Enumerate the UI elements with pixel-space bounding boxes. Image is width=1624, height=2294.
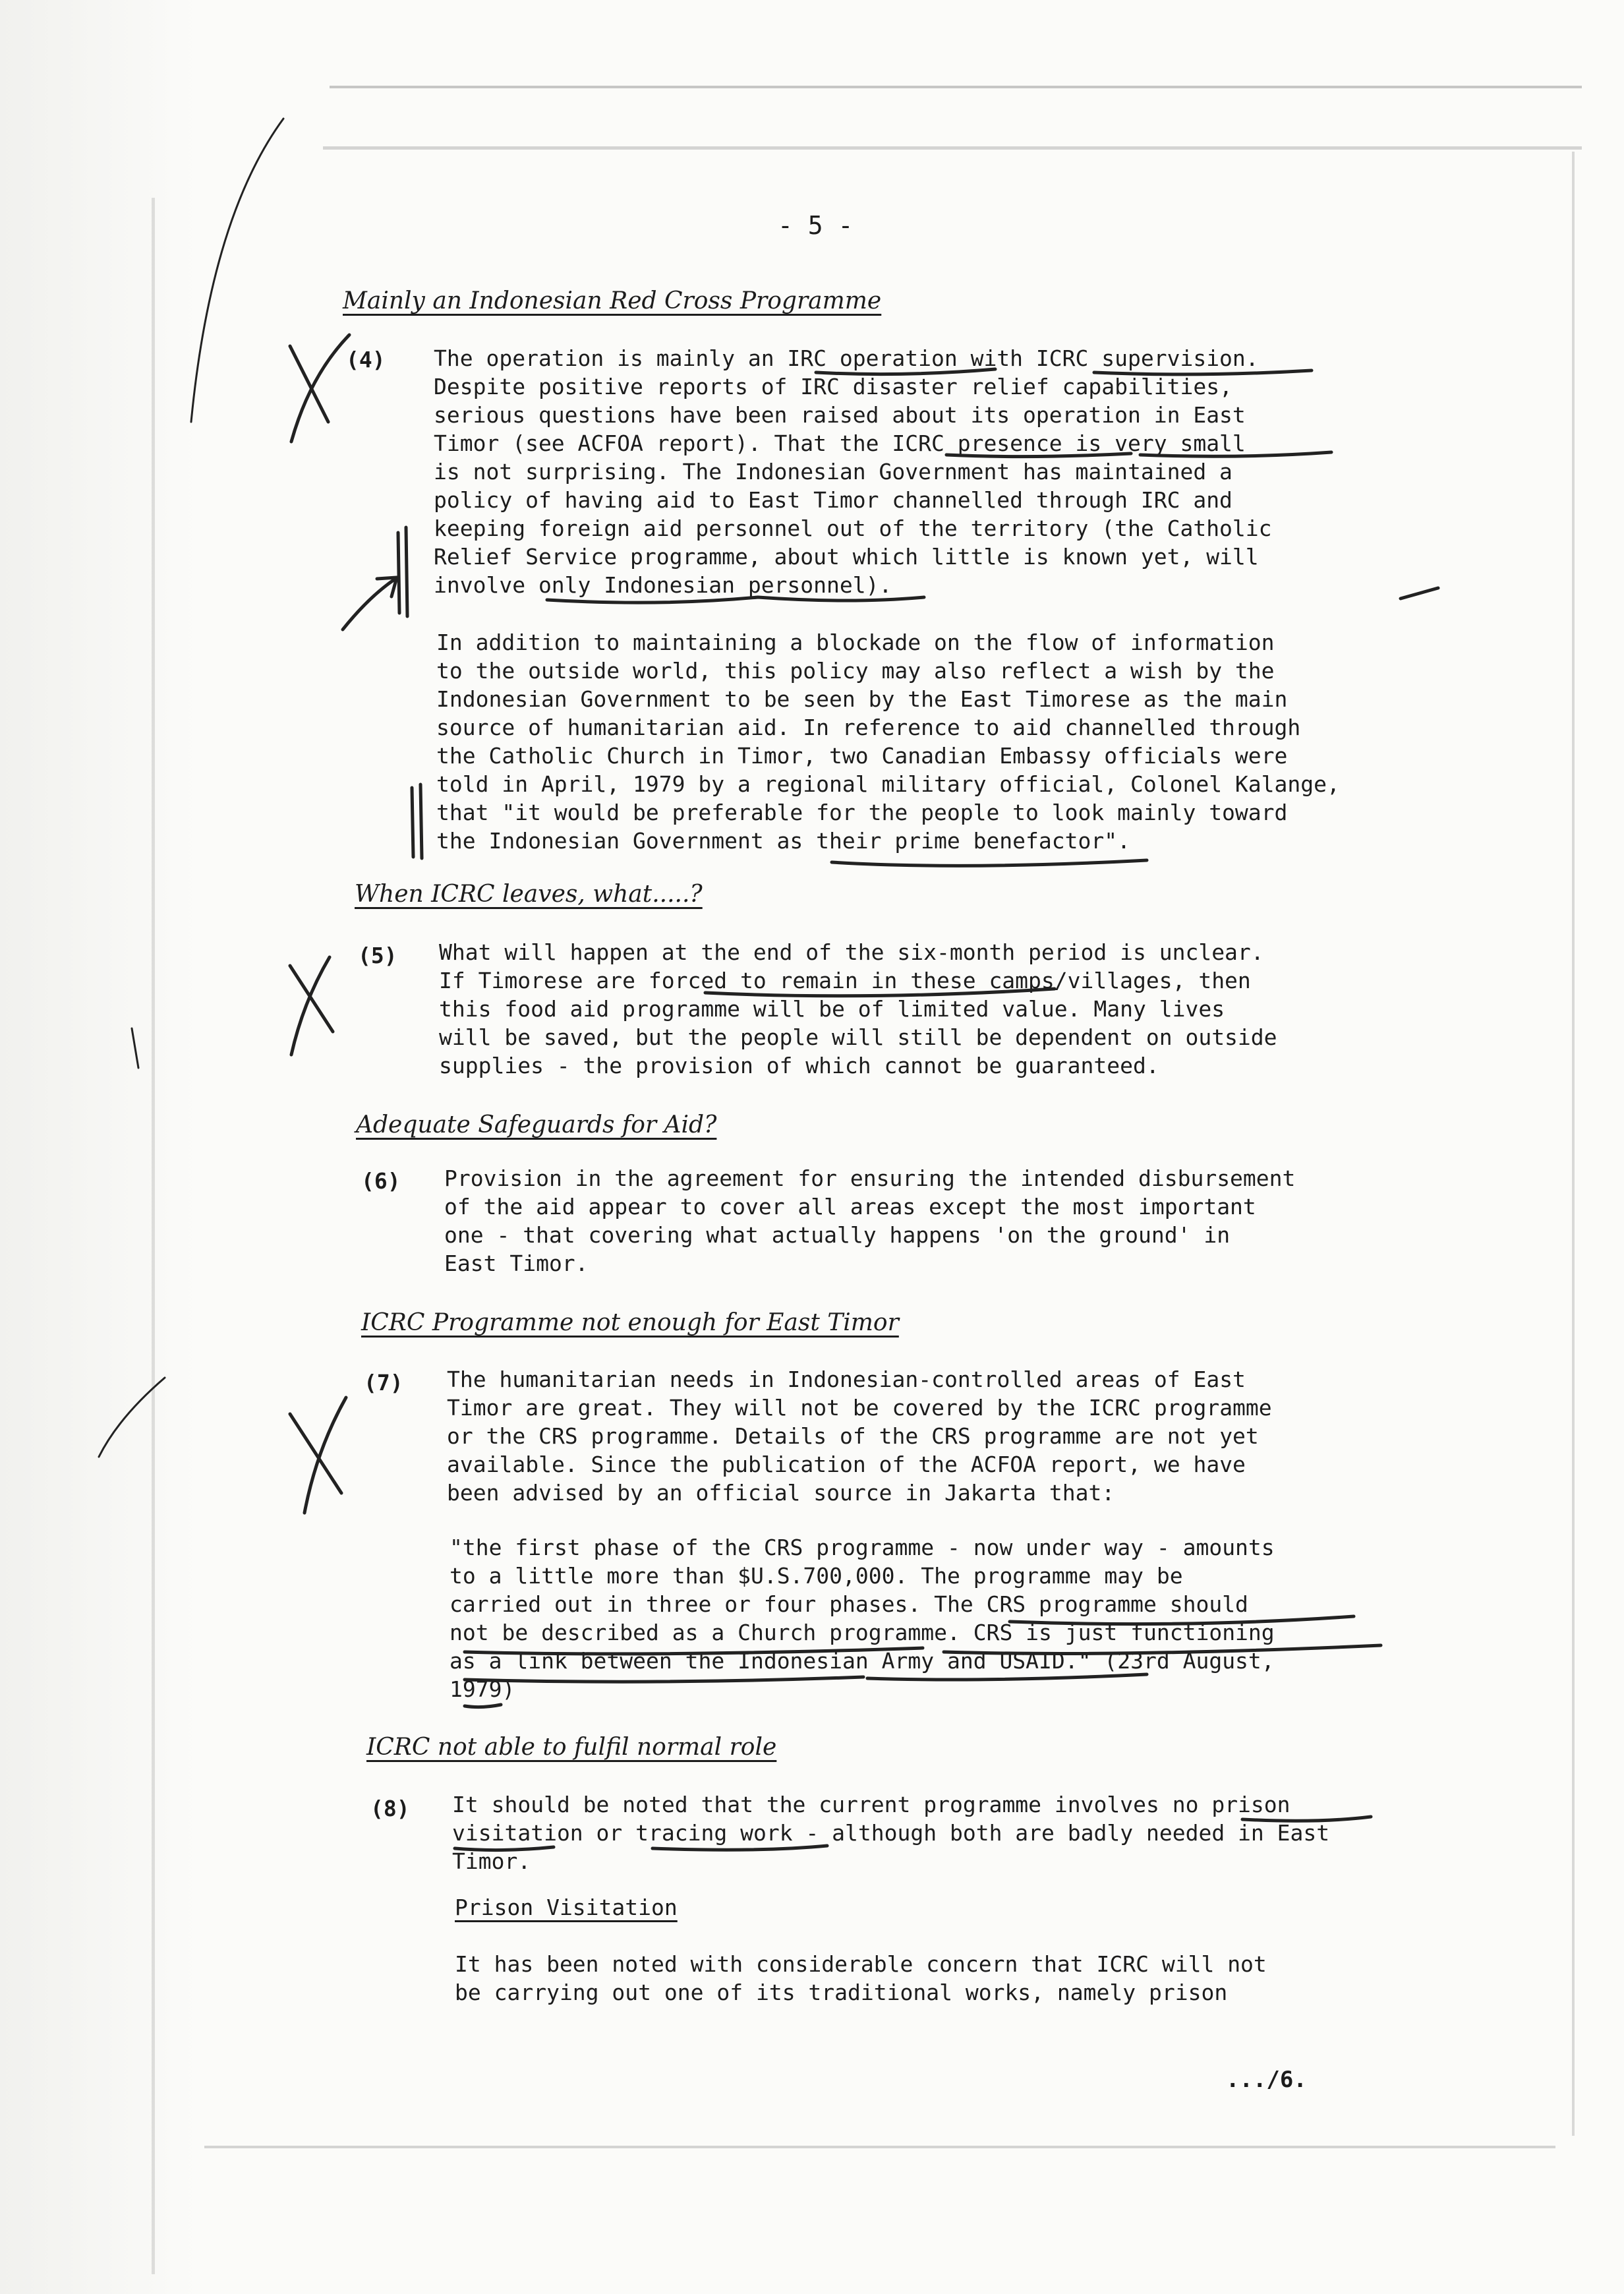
text-line: 1979)	[450, 1676, 515, 1702]
text-line: Despite positive reports of IRC disaster relief capabilities,	[434, 374, 1232, 399]
text-line: not be described as a Church programme. CRS is just functioning	[450, 1620, 1275, 1645]
underline-1979	[465, 1705, 501, 1707]
text-line: Timor (see ACFOA report). That the ICRC presence is very small	[434, 430, 1246, 456]
text-line: carried out in three or four phases. The CRS programme should	[450, 1591, 1248, 1617]
page-number: - 5 -	[778, 211, 854, 240]
text-line: In addition to maintaining a blockade on the flow of information	[436, 630, 1275, 655]
text-line: It should be noted that the current programme involves no prison	[452, 1792, 1290, 1817]
underline-prime-benefactor	[832, 860, 1147, 866]
text-line: policy of having aid to East Timor channelled through IRC and	[434, 487, 1232, 513]
underline-forced-camps	[705, 989, 1055, 996]
text-line: The operation is mainly an IRC operation with ICRC supervision.	[434, 345, 1259, 371]
text-line: is not surprising. The Indonesian Government has maintained a	[434, 459, 1232, 485]
text-line: "the first phase of the CRS programme - now under way - amounts	[450, 1535, 1275, 1560]
text-line: as a link between the Indonesian Army and USAID." (23rd August,	[450, 1648, 1275, 1674]
x-mark-7	[290, 1397, 346, 1513]
margin-bar-4b	[412, 784, 422, 858]
text-line: If Timorese are forced to remain in these camps/villages, then	[439, 968, 1251, 993]
section-heading-8: ICRC not able to fulfil normal role	[366, 1734, 777, 1761]
text-line: the Indonesian Government as their prime benefactor".	[436, 828, 1130, 854]
paragraph-number-4: (4)	[346, 347, 386, 372]
text-line: supplies - the provision of which cannot be guaranteed.	[439, 1053, 1159, 1078]
margin-scratch	[99, 119, 283, 1457]
text-line: this food aid programme will be of limited value. Many lives	[439, 996, 1225, 1022]
underline-indonesian-army-usaid	[465, 1674, 1147, 1682]
underline-crs-church	[465, 1616, 1381, 1654]
text-line: Relief Service programme, about which little is known yet, will	[434, 544, 1259, 570]
text-line: visitation or tracing work - although both are badly needed in East	[452, 1820, 1330, 1846]
text-line: source of humanitarian aid. In reference to aid channelled through	[436, 715, 1301, 740]
text-line: What will happen at the end of the six-month period is unclear.	[439, 939, 1264, 965]
text-line: East Timor.	[444, 1250, 589, 1276]
text-line: to a little more than $U.S.700,000. The programme may be	[450, 1563, 1183, 1589]
text-line: serious questions have been raised about its operation in East	[434, 402, 1246, 428]
x-mark-5	[290, 957, 333, 1055]
text-line: involve only Indonesian personnel).	[434, 572, 892, 598]
underline-no-prison	[1242, 1817, 1371, 1821]
text-line: keeping foreign aid personnel out of the territory (the Catholic	[434, 515, 1272, 541]
section-heading-6: Adequate Safeguards for Aid?	[356, 1111, 717, 1138]
text-line: Timor are great. They will not be covered by the ICRC programme	[447, 1395, 1272, 1421]
text-line: or the CRS programme. Details of the CRS programme are not yet	[447, 1423, 1259, 1449]
text-line: told in April, 1979 by a regional military official, Colonel Kalange,	[436, 771, 1340, 797]
paragraph-number-7: (7)	[364, 1370, 403, 1396]
section-heading-4: Mainly an Indonesian Red Cross Programme	[343, 287, 882, 314]
paragraph-number-5: (5)	[358, 943, 397, 968]
text-line: will be saved, but the people will still be dependent on outside	[439, 1024, 1277, 1050]
text-line: Provision in the agreement for ensuring the intended disbursement	[444, 1165, 1296, 1191]
underline-irc-operation	[816, 369, 995, 374]
underline-icrc-presence	[946, 452, 1331, 457]
underline-indonesian-personnel	[547, 597, 924, 603]
underline-visitation	[455, 1846, 827, 1850]
text-line: to the outside world, this policy may also reflect a wish by the	[436, 658, 1275, 684]
page-footer: .../6.	[1226, 2067, 1307, 2093]
underline-icrc-supervision	[1094, 370, 1312, 374]
text-line: been advised by an official source in Jakarta that:	[447, 1480, 1115, 1506]
text-line: available. Since the publication of the ACFOA report, we have	[447, 1452, 1246, 1477]
section-heading-5: When ICRC leaves, what.....?	[355, 881, 703, 908]
text-line: of the aid appear to cover all areas except the most important	[444, 1194, 1256, 1220]
margin-dash-right	[1401, 588, 1438, 599]
text-line: It has been noted with considerable concern that ICRC will not	[455, 1951, 1267, 1977]
text-line: Timor.	[452, 1848, 531, 1874]
text-line: be carrying out one of its traditional works, namely prison	[455, 1980, 1228, 2005]
margin-bar-4a	[398, 527, 407, 616]
sub-heading-prison-visitation: Prison Visitation	[455, 1895, 678, 1920]
text-line: The humanitarian needs in Indonesian-controlled areas of East	[447, 1367, 1246, 1392]
paragraph-number-6: (6)	[361, 1168, 401, 1194]
x-mark-4	[290, 335, 349, 442]
text-line: Indonesian Government to be seen by the East Timorese as the main	[436, 686, 1288, 712]
section-heading-7: ICRC Programme not enough for East Timor	[361, 1309, 899, 1336]
text-line: the Catholic Church in Timor, two Canadian Embassy officials were	[436, 743, 1288, 769]
paragraph-number-8: (8)	[370, 1796, 410, 1821]
text-line: one - that covering what actually happens 'on the ground' in	[444, 1222, 1231, 1248]
arrow-mark	[343, 577, 397, 630]
text-line: that "it would be preferable for the people to look mainly toward	[436, 800, 1288, 825]
